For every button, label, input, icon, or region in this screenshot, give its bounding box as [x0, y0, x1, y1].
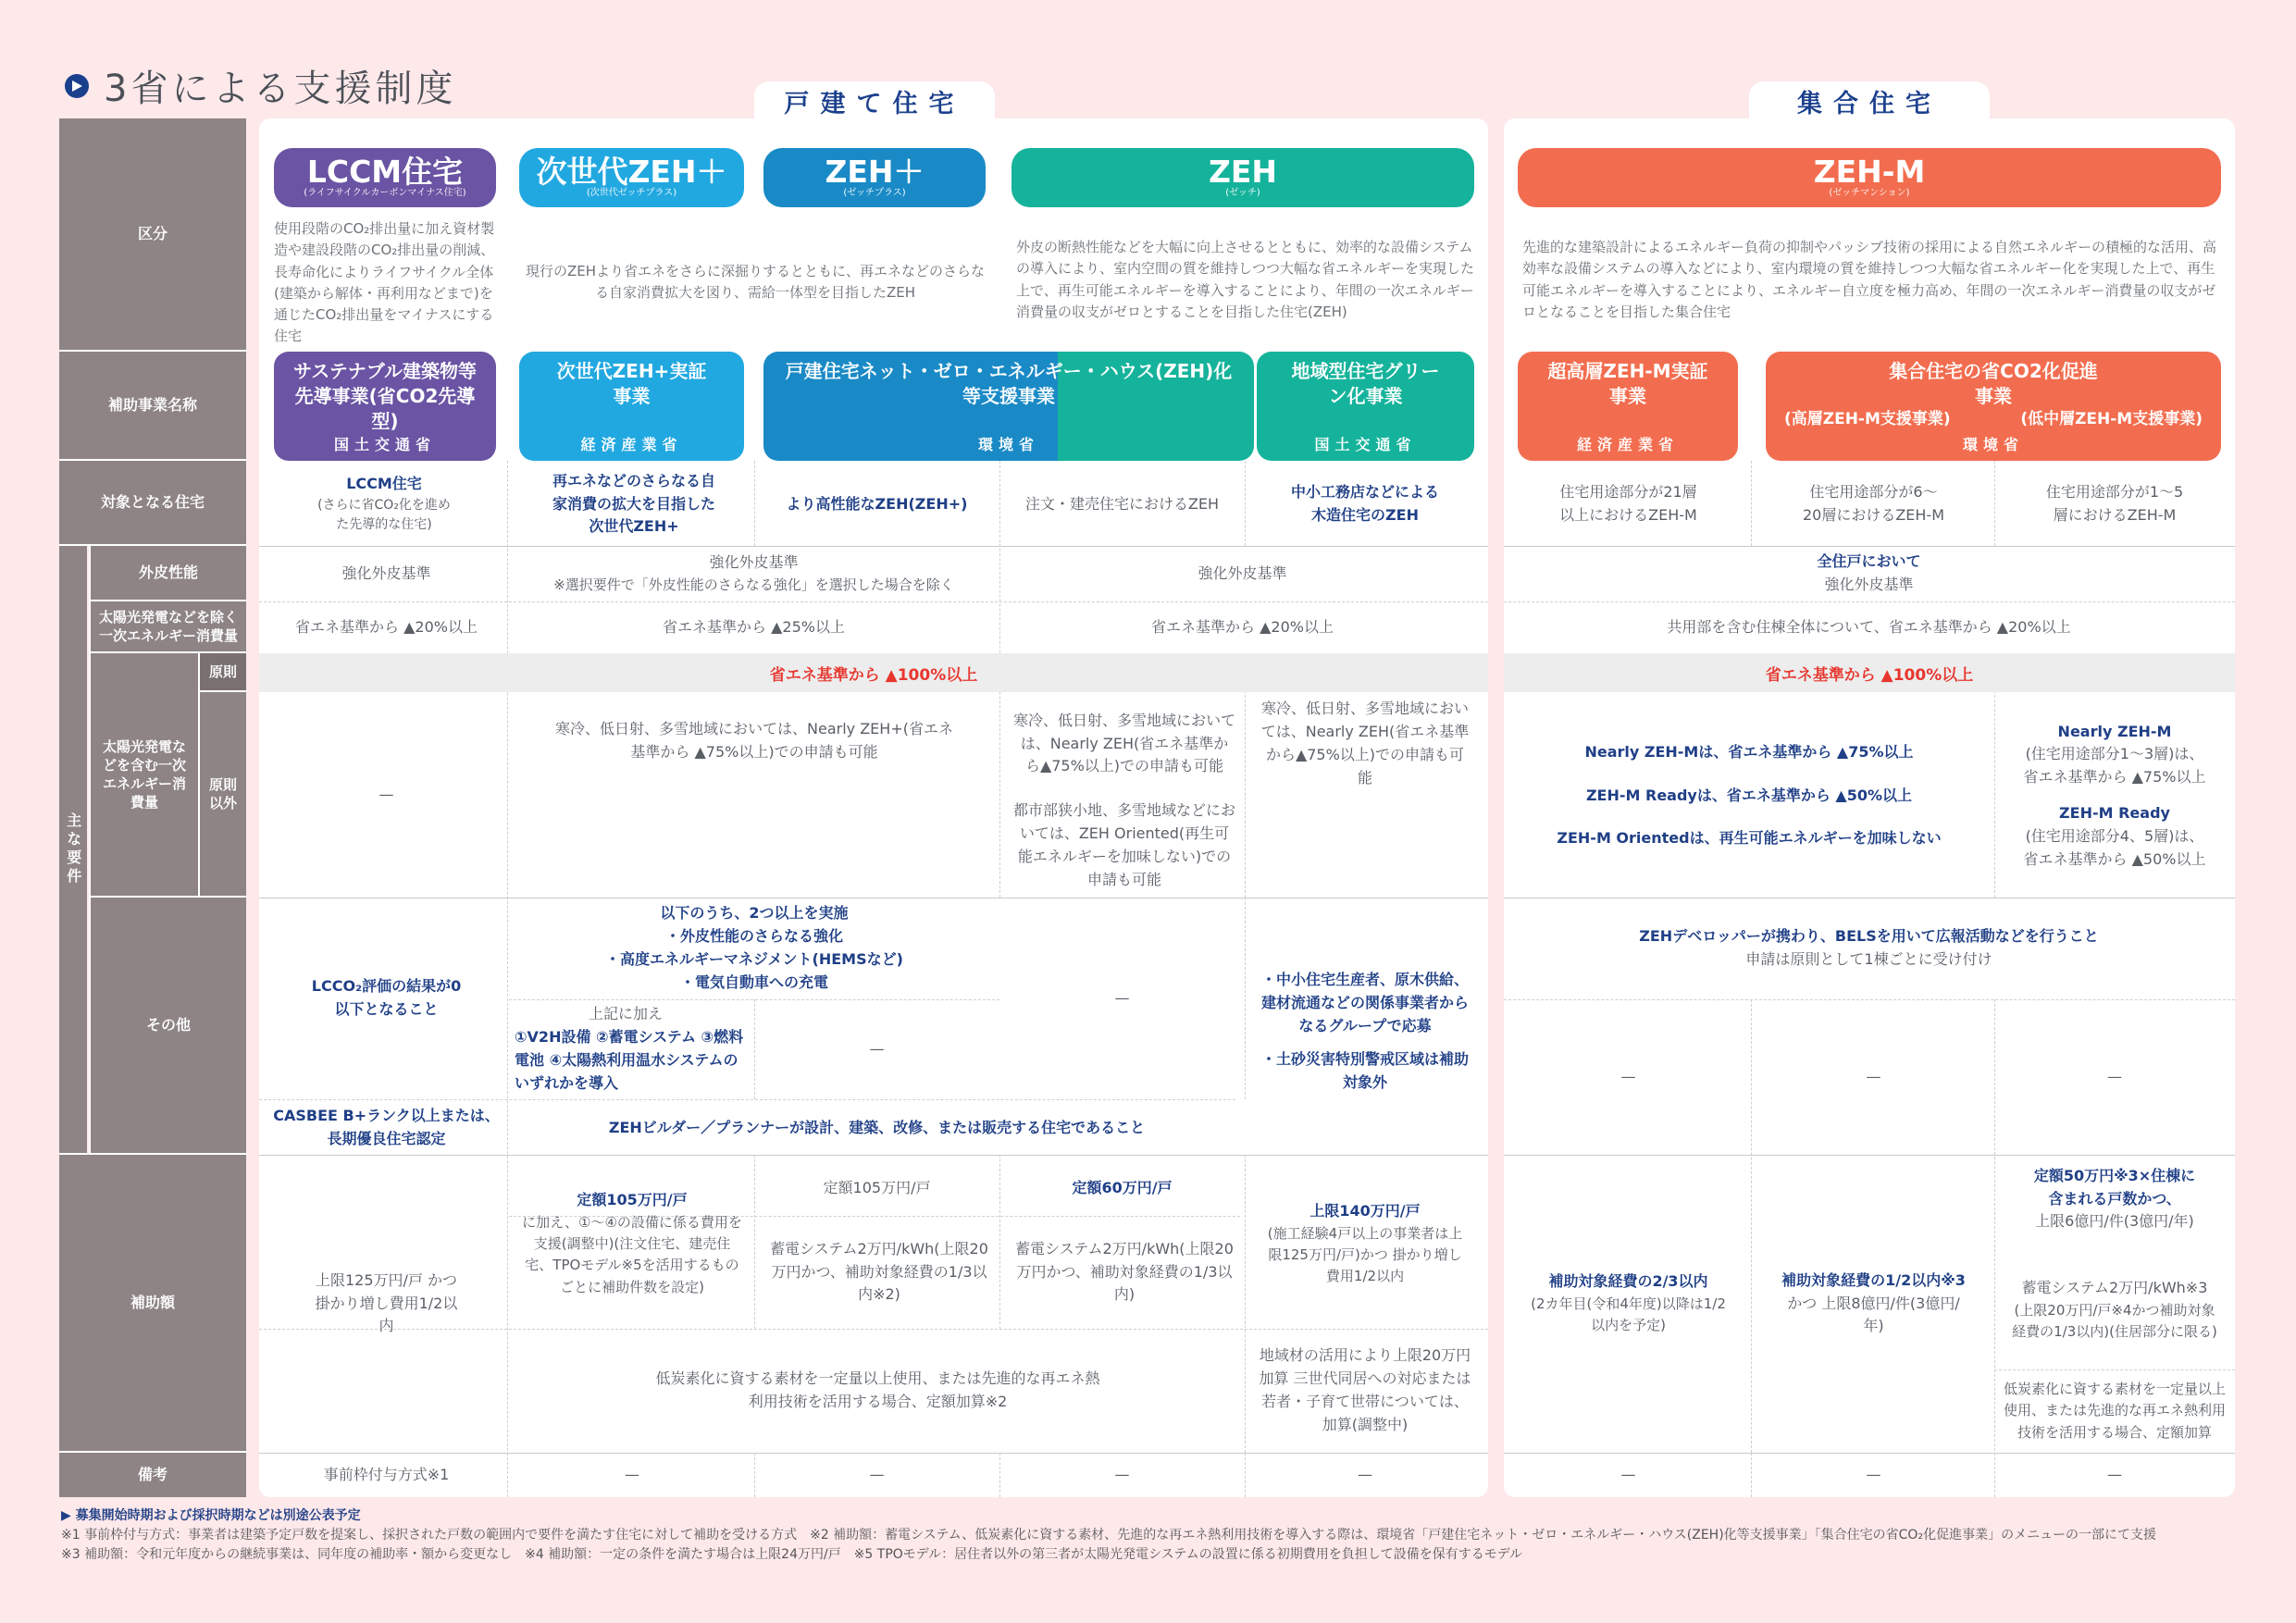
envelope-zeh: 強化外皮基準 — [1198, 564, 1287, 582]
desc-lccm: 使用段階のCO₂排出量に加え資材製造や建設段階のCO₂排出量の削減、長寿命化によりライフサイクル全体(建築から解体・再利用などまで)を通じたCO₂排出量をマイナスにする住宅 — [274, 220, 495, 345]
desc-zeh-m: 先進的な建築設計によるエネルギー負荷の抑制やパッシブ技術の採用による自然エネルギーの積極的な活用、高効率な設備システムの導入などにより、室内環境の質を維持しつつ大幅な省エネルギー化を実現した上で、再生可能エネルギーを導入することにより、エネルギー自立度を極力高め、年間の一次エネルギー消費量の収支がゼロとなることを目指した集合住宅 — [1522, 239, 2217, 320]
label-amount: 補助額 — [59, 1155, 246, 1453]
label-energy-in: 太陽光発電などを含む一次エネルギー消費量 — [89, 653, 198, 898]
program-sustainable: サステナブル建築物等先導事業(省CO2先導型) 国土交通省 — [274, 352, 496, 461]
remarks-m2: — — [1866, 1465, 1881, 1483]
program-super-high-zehm: 超高層ZEH-M実証事業 経済産業省 — [1518, 352, 1738, 461]
amount-zeh-base: 定額60万円/戸 — [1072, 1178, 1173, 1196]
amount-m3-battery: 蓄電システム2万円/kWh※3 (上限20万円/戸※4かつ補助対象経費の1/3以内)(住居部分に限る) — [2012, 1279, 2217, 1341]
target-local: 中小工務店などによる木造住宅のZEH — [1290, 483, 1439, 524]
label-except: 原則以外 — [198, 692, 246, 898]
note-schedule: ▶ 募集開始時期および採択時期などは別途公表予定 — [61, 1508, 361, 1523]
envelope-zeh-m: 全住戸において 強化外皮基準 — [1817, 552, 1921, 593]
program-local-green: 地域型住宅グリーン化事業 国土交通省 — [1257, 352, 1474, 461]
other-zeh-m: ZEHデベロッパーが携わり、BELSを用いて広報活動などを行うこと 申請は原則として1棟ごとに受け付け — [1639, 927, 2099, 968]
energy-ex-lccm: 省エネ基準から ▲20%以上 — [295, 617, 478, 636]
amount-local: 上限140万円/戸 (施工経験4戸以上の事業者は上限125万円/戸)かつ 掛かり増し費用1/2以内 — [1267, 1201, 1463, 1285]
tab-collective: 集合住宅 — [1749, 81, 1990, 126]
amount-zeh-plus-battery: 蓄電システム2万円/kWh(上限20万円かつ、補助対象経費の1/3以内※2) — [770, 1239, 988, 1304]
note-2: ※3 補助額：令和元年度からの継続事業は、同年度の補助率・額から変更なし ※4 補助額：一定の条件を満たす場合は上限24万円/戸 ※5 TPOモデル：居住者以外の第三者が太陽光発電システムの設置に係る初期費用を負担して設備を保有するモデル — [61, 1547, 1523, 1562]
label-remarks: 備考 — [59, 1453, 246, 1497]
desc-zeh-plus: 現行のZEHより省エネをさらに深掘りするとともに、再エネなどのさらなる自家消費拡大を図り、需給一体型を目指したZEH — [525, 263, 986, 302]
other-next-zeh-list: 以下のうち、2つ以上を実施 ・外皮性能のさらなる強化 ・高度エネルギーマネジメント(HEMSなど) ・電気自動車への充電 — [605, 904, 903, 991]
other-m1-dash: — — [1620, 1067, 1636, 1085]
other-m2-dash: — — [1866, 1067, 1881, 1085]
footnotes — [61, 1506, 2245, 1565]
target-lccm: LCCM住宅 (さらに省CO₂化を進めた先導的な住宅) — [317, 474, 451, 533]
except-zeh-oriented: 都市部狭小地、多雪地域などにおいては、ZEH Oriented(再生可能エネルギーを加味しない)での申請も可能 — [1013, 801, 1236, 888]
other-zeh-dash: — — [1114, 988, 1130, 1007]
type-zeh: ZEH (ゼッチ) — [1011, 148, 1474, 207]
principle-house: 省エネ基準から ▲100%以上 — [259, 653, 1488, 692]
other-builder: ZEHビルダー／プランナーが設計、建築、改修、または販売する住宅であること — [608, 1118, 1146, 1136]
other-zeh-plus-dash: — — [869, 1039, 885, 1058]
amount-m3-base: 定額50万円※3×住棟に含まれる戸数かつ、 上限6億円/件(3億円/年) — [2033, 1166, 2196, 1231]
amount-m3-low-carbon: 低炭素化に資する素材を一定量以上使用、または先進的な再エネ熱利用技術を活用する場合、定額加算 — [2003, 1381, 2226, 1441]
remarks-local: — — [1358, 1465, 1372, 1483]
target-next-zeh-plus: 再エネなどのさらなる自家消費の拡大を目指した次世代ZEH+ — [552, 471, 715, 536]
remarks-m1: — — [1620, 1465, 1636, 1483]
except-zeh-nearly: 寒冷、低日射、多雪地域においては、Nearly ZEH(省エネ基準から▲75%以上)での申請も可能 — [1013, 711, 1236, 775]
desc-zeh: 外皮の断熱性能などを大幅に向上させるとともに、効率的な設備システムの導入により、室内空間の質を維持しつつ大幅な省エネルギーを実現した上で、再生可能エネルギーを導入することにより、年間の一次エネルギー消費量の収支がゼロとすることを目指した住宅(ZEH) — [1016, 239, 1475, 320]
other-next-zeh-equip: 上記に加え ①V2H設備 ②蓄電システム ③燃料電池 ④太陽熱利用温水システムのいずれかを導入 — [515, 1005, 744, 1092]
other-m3-dash: — — [2107, 1067, 2122, 1085]
type-zeh-plus: ZEH＋ (ゼッチプラス) — [763, 148, 986, 207]
type-lccm: LCCM住宅 (ライフサイクルカーボンマイナス住宅) — [274, 148, 496, 207]
tab-detached: 戸建て住宅 — [754, 81, 995, 126]
label-principle: 原則 — [198, 653, 246, 692]
except-zeh-m: Nearly ZEH-Mは、省エネ基準から ▲75%以上 ZEH-M Readyは、省エネ基準から ▲50%以上 ZEH-M Orientedは、再生可能エネルギーを加味しない — [1557, 743, 1942, 848]
program-zeh-support: 戸建住宅ネット・ゼロ・エネルギー・ハウス(ZEH)化等支援事業 環境省 — [763, 352, 1254, 461]
label-kubun: 区分 — [59, 118, 246, 352]
remarks-next-zeh: — — [625, 1465, 639, 1483]
amount-low-carbon: 低炭素化に資する素材を一定量以上使用、または先進的な再エネ熱利用技術を活用する場合、定額加算※2 — [655, 1369, 1100, 1410]
energy-ex-zeh: 省エネ基準から ▲20%以上 — [1151, 617, 1334, 636]
amount-lccm: 上限125万円/戸 かつ 掛かり増し費用1/2以内 — [315, 1270, 458, 1335]
target-zeh-plus: より高性能なZEH(ZEH+) — [786, 494, 968, 513]
amount-zeh-plus-base: 定額105万円/戸 — [823, 1178, 931, 1196]
except-zeh-plus: 寒冷、低日射、多雪地域においては、Nearly ZEH+(省エネ基準から ▲75%以上)での申請も可能 — [555, 720, 953, 761]
label-envelope: 外皮性能 — [89, 546, 246, 601]
remarks-m3: — — [2107, 1465, 2122, 1483]
amount-m1: 補助対象経費の2/3以内 (2カ年目(令和4年度)以降は1/2以内を予定) — [1531, 1272, 1726, 1334]
play-circle-icon — [65, 74, 89, 98]
energy-ex-zeh-plus: 省エネ基準から ▲25%以上 — [663, 617, 845, 636]
other-lccm: LCCO₂評価の結果が0以下となること — [311, 977, 462, 1018]
except-local: 寒冷、低日射、多雪地域においては、Nearly ZEH(省エネ基準から▲75%以上)での申請も可能 — [1260, 700, 1470, 787]
program-collective-co2: 集合住宅の省CO2化促進事業 (高層ZEH-M支援事業) (低中層ZEH-M支援事業) 環境省 — [1766, 352, 2221, 461]
type-next-zeh-plus: 次世代ZEH＋ (次世代ゼッチプラス) — [519, 148, 744, 207]
remarks-zeh: — — [1114, 1465, 1130, 1483]
amount-local-add: 地域材の活用により上限20万円加算 三世代同居への対応または若者・子育て世帯については、加算(調整中) — [1259, 1346, 1471, 1433]
envelope-zeh-plus: 強化外皮基準 ※選択要件で「外皮性能のさらなる強化」を選択した場合を除く — [553, 552, 954, 593]
label-other: その他 — [89, 898, 246, 1155]
target-m2: 住宅用途部分が6〜20層におけるZEH-M — [1802, 483, 1945, 524]
principle-mansion: 省エネ基準から ▲100%以上 — [1504, 653, 2235, 692]
target-zeh: 注文・建売住宅におけるZEH — [1024, 494, 1220, 513]
other-local: ・中小住宅生産者、原木供給、建材流通などの関係事業者からなるグループで応募 ・土砂災害特別警戒区域は補助対象外 — [1260, 971, 1469, 1092]
target-m1: 住宅用途部分が21層以上におけるZEH-M — [1559, 483, 1697, 524]
except-zeh-m-low: Nearly ZEH-M (住宅用途部分1〜3層)は、 省エネ基準から ▲75%以上 ZEH-M Ready (住宅用途部分4、5層)は、 省エネ基準から ▲50%以上 — [2023, 722, 2206, 868]
type-zeh-m: ZEH-M (ゼッチマンション) — [1518, 148, 2221, 207]
label-main-req: 主な要件 — [59, 546, 87, 1155]
amount-next-zeh: 定額105万円/戸 に加え、①〜④の設備に係る費用を支援(調整中)(注文住宅、建売住宅、TPOモデル※5を活用するものごとに補助件数を設定) — [522, 1191, 742, 1295]
envelope-lccm: 強化外皮基準 — [341, 564, 431, 582]
except-lccm: — — [379, 785, 394, 803]
remarks-zeh-plus: — — [869, 1465, 885, 1483]
amount-m2: 補助対象経費の1/2以内※3 かつ 上限8億円/件(3億円/年) — [1781, 1270, 1966, 1335]
label-program: 補助事業名称 — [59, 352, 246, 461]
amount-zeh-battery: 蓄電システム2万円/kWh(上限20万円かつ、補助対象経費の1/3以内) — [1015, 1239, 1234, 1304]
label-target: 対象となる住宅 — [59, 461, 246, 546]
label-energy-ex: 太陽光発電などを除く一次エネルギー消費量 — [89, 601, 246, 653]
other-casbee: CASBEE B+ランク以上または、長期優良住宅認定 — [273, 1107, 500, 1147]
target-m3: 住宅用途部分が1〜5層におけるZEH-M — [2045, 483, 2184, 524]
program-next-zeh: 次世代ZEH+実証事業 経済産業省 — [519, 352, 744, 461]
page-title: 3省による支援制度 — [65, 59, 456, 112]
remarks-lccm: 事前枠付与方式※1 — [323, 1465, 450, 1483]
note-1: ※1 事前枠付与方式：事業者は建築予定戸数を提案し、採択された戸数の範囲内で要件を満たす住宅に対して補助を受ける方式 ※2 補助額：蓄電システム、低炭素化に資する素材、先進的な再エネ熱利用技術を導入する際は、環境省「戸建住宅ネット・ゼロ・エネルギー・ハウス(ZEH)化等支援事業」「集合住宅の省CO₂化促進事業」のメニューの一部にて支援 — [61, 1528, 2157, 1542]
energy-ex-zeh-m: 共用部を含む住棟全体について、省エネ基準から ▲20%以上 — [1667, 617, 2071, 636]
